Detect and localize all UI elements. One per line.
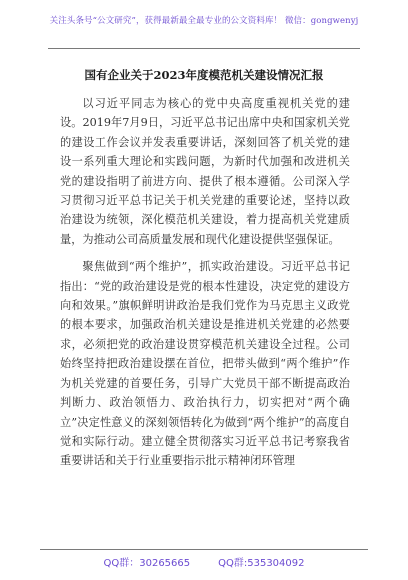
header-divider (48, 48, 360, 49)
footer-banner (0, 554, 408, 569)
footer-qq-group-2: QQ群:535304092 (218, 558, 305, 569)
header-banner (0, 0, 408, 40)
footer-qq-group-1: QQ群：30265665 (103, 558, 191, 569)
footer-divider (40, 549, 368, 550)
document-body (60, 94, 350, 479)
paragraph-1: 以习近平同志为核心的党中央高度重视机关党的建设。2019年7月9日，习近平总书记出席中央和国家机关党的建设工作会议并发表重要讲话，深刻回答了机关党的建设一系列重大理论和实践问题，为新时代加强和改进机关党的建设指明了前进方向、提供了根本遵循。公司深入学习贯彻习近平总书记关于机关党建的重要论述，坚持以政治建设为统领，深化模范机关建设，着力提高机关党建质量，为推动公司高质量发展和现代化建设提供坚强保证。 (60, 97, 350, 246)
document-title: 国有企业关于2023年度模范机关建设情况汇报 (84, 68, 324, 82)
header-notice: 关注头条号“公文研究”，获得最新最全最专业的公文资料库！ 微信：gongwenyj (49, 16, 359, 26)
paragraph-2: 聚焦做到“两个维护”，抓实政治建设。习近平总书记指出：“党的政治建设是党的根本性建设，决定党的建设方向和效果。”旗帜鲜明讲政治是我们党作为马克思主义政党的根本要求，加强政治机关建设是推进机关党建的必然要求，必须把党的政治建设贯穿模范机关建设全过程。公司始终坚持把政治建设摆在首位，把带头做到“两个维护”作为机关党建的首要任务，引导广大党员干部不断提高政治判断力、政治领悟力、政治执行力，切实把对“两个确立”决定性意义的深刻领悟转化为做到“两个维护”的高度自觉和实际行动。建立健全贯彻落实习近平总书记考察我省重要讲话和关于行业重要指示批示精神闭环管理 (60, 260, 350, 468)
